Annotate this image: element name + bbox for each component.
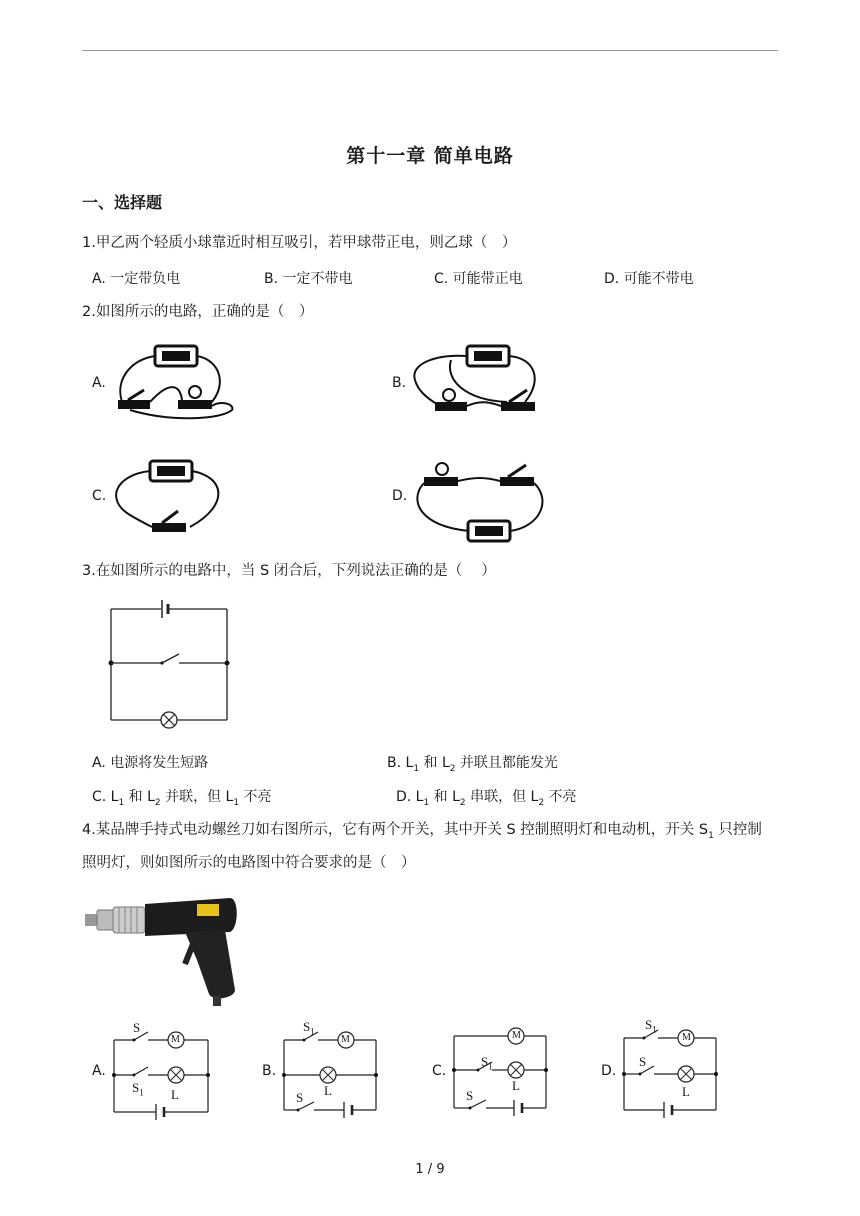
q2-option-c: C. <box>92 488 107 504</box>
section-heading: 一、选择题 <box>82 193 163 212</box>
q4b-label-m: M <box>341 1034 350 1045</box>
q2-option-d: D. <box>392 488 408 504</box>
question-4-stem-line2: 照明灯，则如图所示的电路图中符合要求的是（ ） <box>82 855 416 871</box>
electric-screwdriver-photo <box>85 890 245 1010</box>
q1-option-c: C. 可能带正电 <box>434 271 523 287</box>
q3-option-d: D. $L_1$ 和 $L_2$ 串联，但 $L_2$ 不亮 <box>396 789 577 808</box>
q3-option-b: B. $L_1$ 和 $L_2$ 并联且都能发光 <box>387 755 558 774</box>
q3-option-c: C. $L_1$ 和 $L_2$ 并联，但 $L_1$ 不亮 <box>92 789 272 808</box>
q4d-label-m: M <box>682 1032 691 1043</box>
q4d-label-s1: $S_1$ <box>645 1017 657 1035</box>
q2-option-b: B. <box>392 375 407 391</box>
q4-option-c: C. <box>432 1063 447 1079</box>
q4c-label-m: M <box>512 1030 521 1041</box>
q4-option-d: D. <box>601 1063 617 1079</box>
page-number: 1 / 9 <box>415 1162 445 1177</box>
q4a-label-m: M <box>171 1034 180 1045</box>
q4-option-a: A. <box>92 1063 106 1079</box>
q4d-label-l: L <box>682 1084 690 1099</box>
q4a-label-s1: $S_1$ <box>132 1080 144 1098</box>
chapter-title: 第十一章 简单电路 <box>346 145 514 167</box>
q4c-label-l: L <box>512 1078 520 1093</box>
q4-circuit-a <box>112 1020 212 1115</box>
q2-circuit-a <box>110 340 240 420</box>
q3-circuit-diagram <box>105 595 235 725</box>
q4b-label-s1: $S_1$ <box>303 1019 315 1037</box>
q4a-label-s: S <box>133 1020 141 1035</box>
q1-option-d: D. 可能不带电 <box>604 271 694 287</box>
q2-circuit-b <box>405 340 545 420</box>
question-3-stem: 3.在如图所示的电路中，当 S 闭合后，下列说法正确的是（ ） <box>82 563 496 579</box>
q1-option-b: B. 一定不带电 <box>264 271 353 287</box>
q1-option-a: A. 一定带负电 <box>92 271 181 287</box>
question-1-stem: 1.甲乙两个轻质小球靠近时相互吸引，若甲球带正电，则乙球（ ） <box>82 235 517 251</box>
q4c-label-s1: $S_1$ <box>481 1054 493 1072</box>
question-2-stem: 2.如图所示的电路，正确的是（ ） <box>82 304 314 320</box>
q2-circuit-c <box>110 455 235 535</box>
q4b-label-l: L <box>324 1083 332 1098</box>
q4c-label-s: S <box>466 1088 474 1103</box>
q4-option-b: B. <box>262 1063 277 1079</box>
q4-circuit-d <box>622 1020 722 1115</box>
question-4-stem-line1: 4.某品牌手持式电动螺丝刀如右图所示，它有两个开关，其中开关 S 控制照明灯和电动机，开关 $S_1$ 只控制 <box>82 822 762 841</box>
header-rule <box>82 50 778 51</box>
q4b-label-s: S <box>296 1090 304 1105</box>
q2-option-a: A. <box>92 375 106 391</box>
q3-option-a: A. 电源将发生短路 <box>92 755 209 771</box>
q4d-label-s: S <box>639 1054 647 1069</box>
q4a-label-l: L <box>171 1087 179 1102</box>
q2-circuit-d <box>410 455 550 545</box>
